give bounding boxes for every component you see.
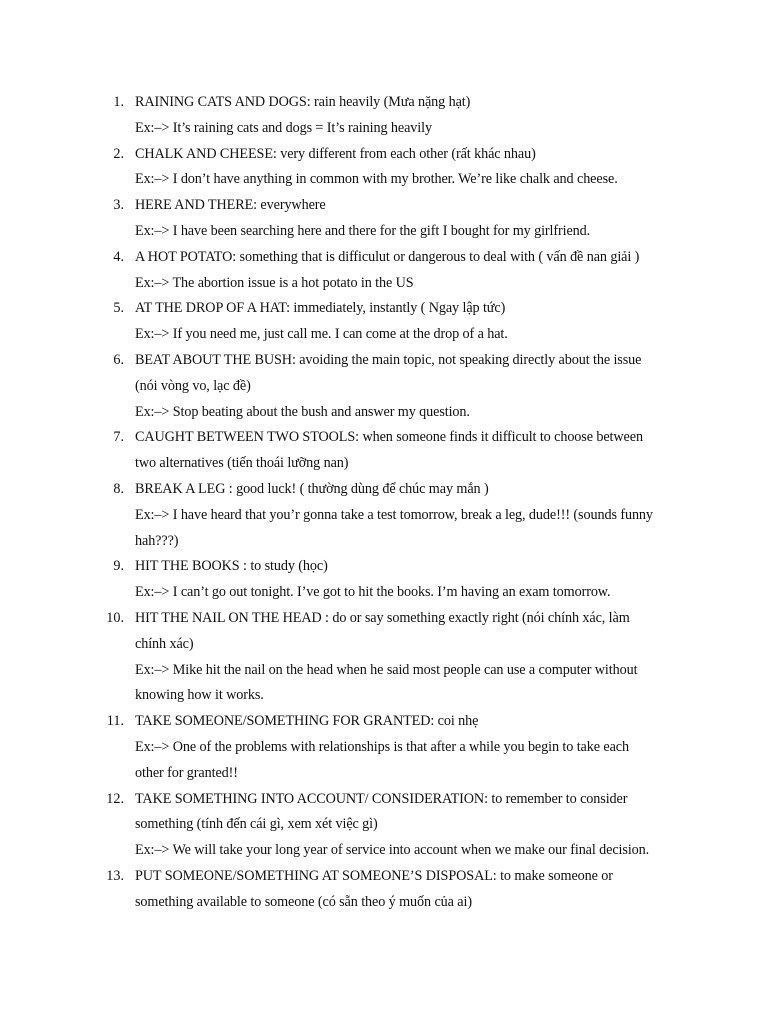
example-sentence: Ex:–> I have heard that you’r gonna take a test tomorrow, break a leg, dude!!! (sounds funny <box>135 506 653 523</box>
idiom-item <box>0 296 768 348</box>
idiom-definition: CAUGHT BETWEEN TWO STOOLS: when someone finds it difficult to choose between <box>135 429 643 446</box>
idiom-item <box>0 90 768 142</box>
idiom-item <box>0 142 768 194</box>
text-line: hah???) <box>135 532 179 549</box>
example-sentence: Ex:–> If you need me, just call me. I can come at the drop of a hat. <box>135 326 508 343</box>
list-number: 13. <box>106 867 124 884</box>
example-sentence: Ex:–> The abortion issue is a hot potato in the US <box>135 274 414 291</box>
list-number: 10. <box>106 609 124 626</box>
list-number: 7. <box>113 429 124 446</box>
text-line: something available to someone (có sẵn theo ý muốn của ai) <box>135 893 472 910</box>
text-line: two alternatives (tiến thoái lưỡng nan) <box>135 455 349 472</box>
idiom-definition: CHALK AND CHEESE: very different from each other (rất khác nhau) <box>135 145 536 162</box>
text-line: knowing how it works. <box>135 687 264 704</box>
idiom-definition: TAKE SOMEONE/SOMETHING FOR GRANTED: coi nhẹ <box>135 713 479 730</box>
text-line: (nói vòng vo, lạc đề) <box>135 377 251 394</box>
list-number: 4. <box>113 248 124 265</box>
text-line: chính xác) <box>135 635 194 652</box>
list-number: 3. <box>113 197 124 214</box>
idiom-item <box>0 554 768 606</box>
text-line: something (tính đến cái gì, xem xét việc gì) <box>135 816 378 833</box>
idiom-item <box>0 477 768 554</box>
list-number: 5. <box>113 300 124 317</box>
idiom-definition: PUT SOMEONE/SOMETHING AT SOMEONE’S DISPOSAL: to make someone or <box>135 867 613 884</box>
idiom-item <box>0 864 768 916</box>
idiom-definition: TAKE SOMETHING INTO ACCOUNT/ CONSIDERATION: to remember to consider <box>135 790 628 807</box>
example-sentence: Ex:–> Mike hit the nail on the head when he said most people can use a computer without <box>135 661 638 678</box>
idiom-item <box>0 193 768 245</box>
list-number: 9. <box>113 558 124 575</box>
example-sentence: Ex:–> I have been searching here and there for the gift I bought for my girlfriend. <box>135 222 591 239</box>
example-sentence: Ex:–> One of the problems with relationships is that after a while you begin to take each <box>135 738 629 755</box>
idiom-definition: AT THE DROP OF A HAT: immediately, instantly ( Ngay lập tức) <box>135 300 506 317</box>
idiom-definition: HERE AND THERE: everywhere <box>135 197 326 214</box>
list-number: 6. <box>113 351 124 368</box>
list-number: 1. <box>113 94 124 110</box>
text-line: other for granted!! <box>135 764 238 781</box>
idiom-definition: A HOT POTATO: something that is difficulut or dangerous to deal with ( vấn đề nan giải ) <box>135 248 640 265</box>
example-sentence: Ex:–> It’s raining cats and dogs = It’s raining heavily <box>135 119 432 136</box>
idiom-definition: RAINING CATS AND DOGS: rain heavily (Mưa nặng hạt) <box>135 94 471 110</box>
idiom-item <box>0 348 768 425</box>
idiom-definition: HIT THE NAIL ON THE HEAD : do or say something exactly right (nói chính xác, làm <box>135 609 630 626</box>
list-number: 12. <box>106 790 124 807</box>
idiom-item <box>0 606 768 709</box>
idiom-item <box>0 245 768 297</box>
example-sentence: Ex:–> I can’t go out tonight. I’ve got to hit the books. I’m having an exam tomorrow. <box>135 584 611 601</box>
idiom-item <box>0 709 768 786</box>
list-number: 2. <box>113 145 124 162</box>
idiom-item <box>0 425 768 477</box>
idiom-definition: HIT THE BOOKS : to study (học) <box>135 558 328 575</box>
list-number: 11. <box>106 713 124 730</box>
idiom-definition: BEAT ABOUT THE BUSH: avoiding the main topic, not speaking directly about the issue <box>135 351 642 368</box>
list-number: 8. <box>113 480 124 497</box>
idiom-list <box>0 90 768 916</box>
idiom-definition: BREAK A LEG : good luck! ( thường dùng để chúc may mắn ) <box>135 480 489 497</box>
idiom-item <box>0 787 768 864</box>
example-sentence: Ex:–> I don’t have anything in common with my brother. We’re like chalk and cheese. <box>135 171 618 188</box>
example-sentence: Ex:–> We will take your long year of service into account when we make our final decision. <box>135 842 650 859</box>
example-sentence: Ex:–> Stop beating about the bush and answer my question. <box>135 403 470 420</box>
